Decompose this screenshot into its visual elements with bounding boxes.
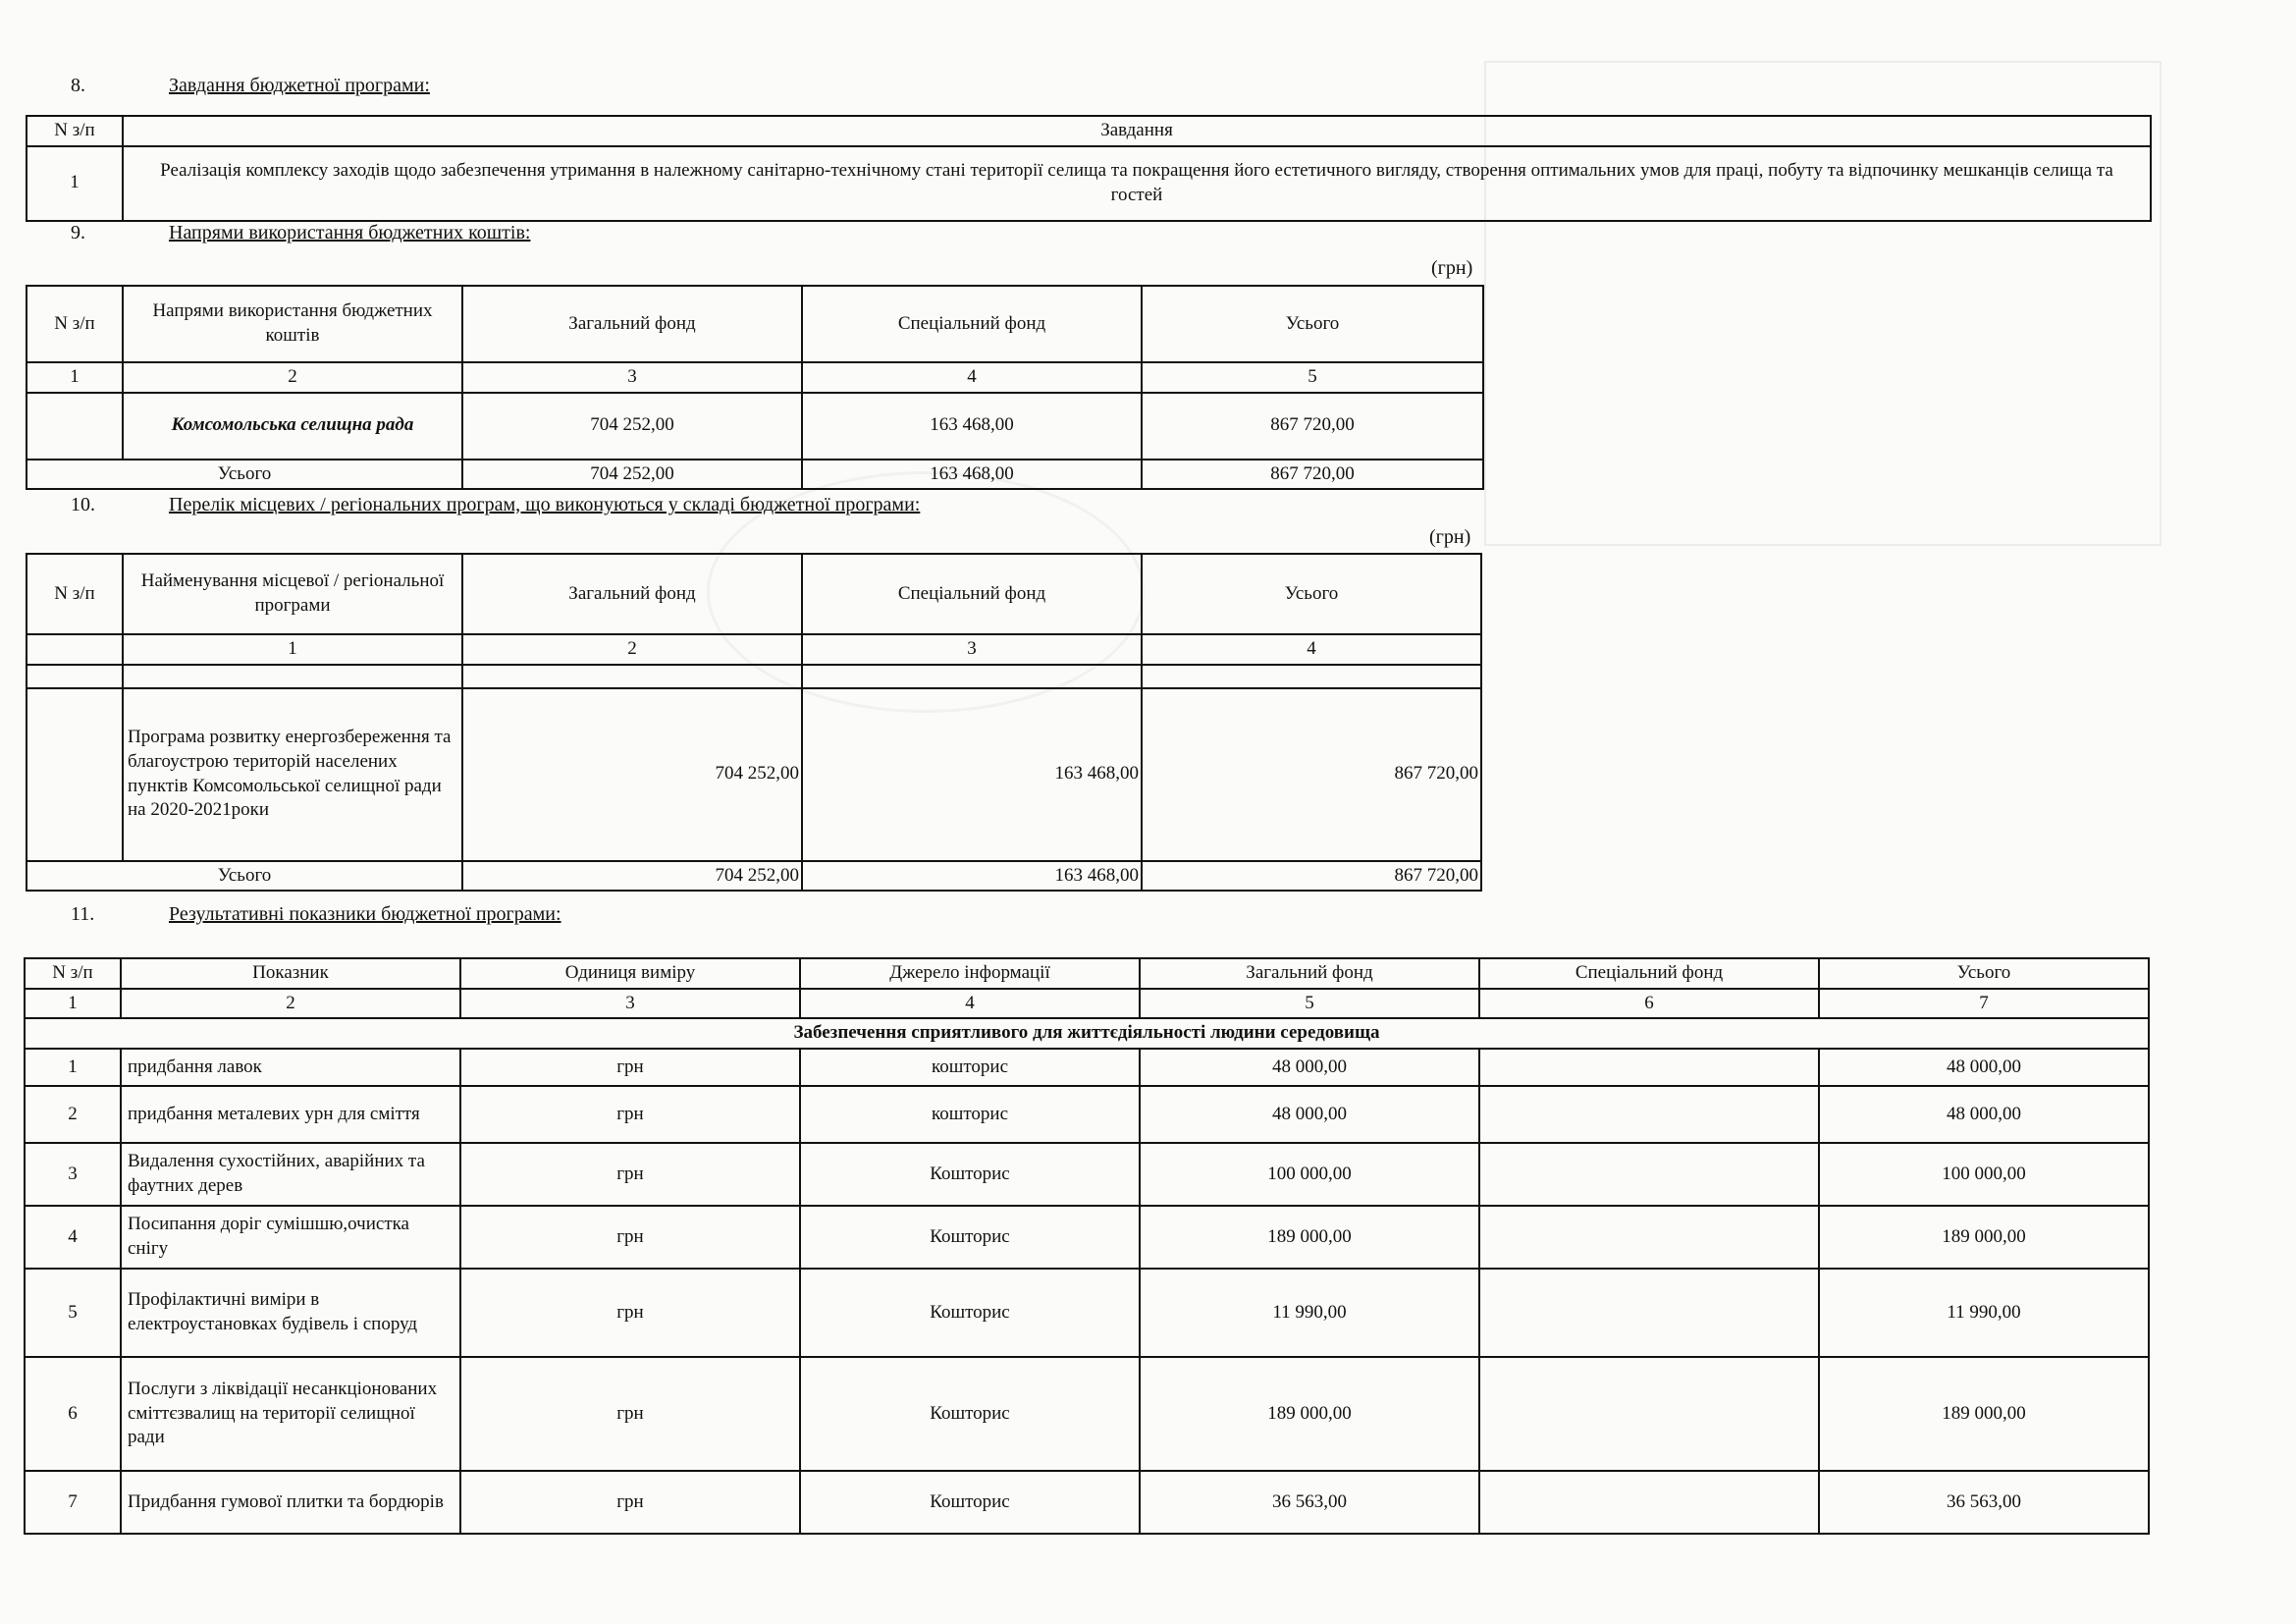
indicator-unit: грн: [460, 1049, 800, 1086]
unit-label: (грн): [1429, 526, 1471, 548]
col-number: 3: [462, 362, 802, 393]
indicator-source: Кошторис: [800, 1471, 1140, 1534]
header-special-fund: Спеціальний фонд: [802, 554, 1142, 634]
special-fund-value: [1479, 1049, 1819, 1086]
total-value: 11 990,00: [1819, 1269, 2149, 1357]
general-fund-value: 48 000,00: [1140, 1049, 1479, 1086]
table-row: [25, 1206, 2149, 1269]
total-value: 48 000,00: [1819, 1086, 2149, 1143]
special-fund-value: [1479, 1269, 1819, 1357]
indicator-source: кошторис: [800, 1086, 1140, 1143]
special-fund-value: [1479, 1086, 1819, 1143]
performance-indicators-table: [24, 957, 2150, 1535]
indicator-name: Придбання гумової плитки та бордюрів: [121, 1471, 460, 1534]
indicator-source: кошторис: [800, 1049, 1140, 1086]
general-fund-value: 189 000,00: [1140, 1206, 1479, 1269]
indicator-source: Кошторис: [800, 1269, 1140, 1357]
total-value: 189 000,00: [1819, 1357, 2149, 1471]
table-row: [25, 1143, 2149, 1206]
general-fund-value: 48 000,00: [1140, 1086, 1479, 1143]
col-number: 5: [1142, 362, 1483, 393]
row-task: Реалізація комплексу заходів щодо забезпечення утримання в належному санітарно-технічному стані території селища та покращення його естетичного вигляду, створення оптимальних умов для праці, побуту та відпочинку мешканців селища та гостей: [123, 146, 2151, 221]
special-fund-value: [1479, 1206, 1819, 1269]
indicator-source: Кошторис: [800, 1143, 1140, 1206]
general-fund-value: 100 000,00: [1140, 1143, 1479, 1206]
general-fund-value: 189 000,00: [1140, 1357, 1479, 1471]
indicator-name: Видалення сухостійних, аварійних та фаутних дерев: [121, 1143, 460, 1206]
col-number: 3: [802, 634, 1142, 665]
special-fund-value: [1479, 1471, 1819, 1534]
total-label: Усього: [27, 861, 462, 892]
general-fund-value: 704 252,00: [462, 688, 802, 861]
header-program-name: Найменування місцевої / регіональної програми: [123, 554, 462, 634]
unit-label: (грн): [1431, 257, 1473, 279]
indicator-name: Посипання доріг сумішшю,очистка снігу: [121, 1206, 460, 1269]
section-8-heading: [71, 75, 430, 97]
header-special-fund: Спеціальний фонд: [1479, 958, 1819, 989]
row-num: 1: [27, 146, 123, 221]
col-number: 2: [123, 362, 462, 393]
indicator-source: Кошторис: [800, 1357, 1140, 1471]
header-indicator: Показник: [121, 958, 460, 989]
section-title: Результативні показники бюджетної програми:: [169, 903, 561, 925]
special-fund-total: 163 468,00: [802, 861, 1142, 892]
header-source: Джерело інформації: [800, 958, 1140, 989]
header-num: N з/п: [25, 958, 121, 989]
indicator-unit: грн: [460, 1357, 800, 1471]
indicator-unit: грн: [460, 1471, 800, 1534]
header-num: N з/п: [27, 554, 123, 634]
col-number: 1: [25, 989, 121, 1019]
total-row: [27, 460, 1483, 490]
special-fund-value: 163 468,00: [802, 393, 1142, 460]
header-total: Усього: [1819, 958, 2149, 989]
section-number: 10.: [71, 494, 95, 515]
indicator-unit: грн: [460, 1269, 800, 1357]
header-total: Усього: [1142, 286, 1483, 362]
table-row: [27, 393, 1483, 460]
grand-total: 867 720,00: [1142, 460, 1483, 490]
section-number: 9.: [71, 222, 85, 244]
table-row: [27, 688, 1481, 861]
indicator-name: Послуги з ліквідації несанкціонованих сміттєзвалищ на території селищної ради: [121, 1357, 460, 1471]
section-9-heading: [71, 222, 530, 244]
grand-total: 867 720,00: [1142, 861, 1481, 892]
section-title: Перелік місцевих / регіональних програм, що виконуються у складі бюджетної програми:: [169, 494, 921, 515]
row-num: 4: [25, 1206, 121, 1269]
table-row: [25, 1357, 2149, 1471]
header-num: N з/п: [27, 286, 123, 362]
col-number: 2: [462, 634, 802, 665]
col-number: 3: [460, 989, 800, 1019]
header-direction: Напрями використання бюджетних коштів: [123, 286, 462, 362]
bleed-through-table: [1484, 61, 2162, 546]
col-number: 2: [121, 989, 460, 1019]
header-task: Завдання: [123, 116, 2151, 146]
program-name: Програма розвитку енергозбереження та благоустрою територій населених пунктів Комсомольської селищної ради на 2020-2021роки: [123, 688, 462, 861]
header-general-fund: Загальний фонд: [462, 286, 802, 362]
col-number: 4: [800, 989, 1140, 1019]
bleed-through-stamp: [707, 471, 1145, 713]
table-row: [25, 1269, 2149, 1357]
row-num: 6: [25, 1357, 121, 1471]
total-label: Усього: [27, 460, 462, 490]
section-title: Напрями використання бюджетних коштів:: [169, 222, 531, 244]
general-fund-value: 36 563,00: [1140, 1471, 1479, 1534]
general-fund-total: 704 252,00: [462, 861, 802, 892]
indicator-unit: грн: [460, 1206, 800, 1269]
col-number: 1: [123, 634, 462, 665]
section-number: 11.: [71, 903, 95, 925]
indicator-name: Профілактичні виміри в електроустановках будівель і споруд: [121, 1269, 460, 1357]
general-fund-total: 704 252,00: [462, 460, 802, 490]
budget-directions-table: [26, 285, 1484, 490]
total-value: 189 000,00: [1819, 1206, 2149, 1269]
general-fund-value: 11 990,00: [1140, 1269, 1479, 1357]
indicator-source: Кошторис: [800, 1206, 1140, 1269]
header-num: N з/п: [27, 116, 123, 146]
header-unit: Одиниця виміру: [460, 958, 800, 989]
indicator-unit: грн: [460, 1143, 800, 1206]
special-fund-value: 163 468,00: [802, 688, 1142, 861]
header-total: Усього: [1142, 554, 1481, 634]
header-special-fund: Спеціальний фонд: [802, 286, 1142, 362]
total-value: 100 000,00: [1819, 1143, 2149, 1206]
col-number: 6: [1479, 989, 1819, 1019]
indicator-name: придбання металевих урн для сміття: [121, 1086, 460, 1143]
special-fund-total: 163 468,00: [802, 460, 1142, 490]
total-row: [27, 861, 1481, 892]
table-row: [25, 1086, 2149, 1143]
header-general-fund: Загальний фонд: [1140, 958, 1479, 989]
direction-name: Комсомольська селищна рада: [123, 393, 462, 460]
special-fund-value: [1479, 1143, 1819, 1206]
section-title: Завдання бюджетної програми:: [169, 75, 430, 96]
row-num: 7: [25, 1471, 121, 1534]
row-num: 3: [25, 1143, 121, 1206]
col-number: 1: [27, 362, 123, 393]
col-number: 7: [1819, 989, 2149, 1019]
total-value: 867 720,00: [1142, 688, 1481, 861]
total-value: 36 563,00: [1819, 1471, 2149, 1534]
row-num: 1: [25, 1049, 121, 1086]
table-row: [25, 1049, 2149, 1086]
indicator-name: придбання лавок: [121, 1049, 460, 1086]
col-number: 4: [1142, 634, 1481, 665]
table-row: [25, 1471, 2149, 1534]
group-heading: Забезпечення сприятливого для життєдіяльності людини середовища: [25, 1018, 2149, 1049]
total-value: 867 720,00: [1142, 393, 1483, 460]
general-fund-value: 704 252,00: [462, 393, 802, 460]
col-number: 5: [1140, 989, 1479, 1019]
row-num: 2: [25, 1086, 121, 1143]
section-number: 8.: [71, 75, 85, 96]
indicator-unit: грн: [460, 1086, 800, 1143]
row-num: 5: [25, 1269, 121, 1357]
section-11-heading: [71, 903, 561, 926]
special-fund-value: [1479, 1357, 1819, 1471]
col-number: 4: [802, 362, 1142, 393]
total-value: 48 000,00: [1819, 1049, 2149, 1086]
header-general-fund: Загальний фонд: [462, 554, 802, 634]
